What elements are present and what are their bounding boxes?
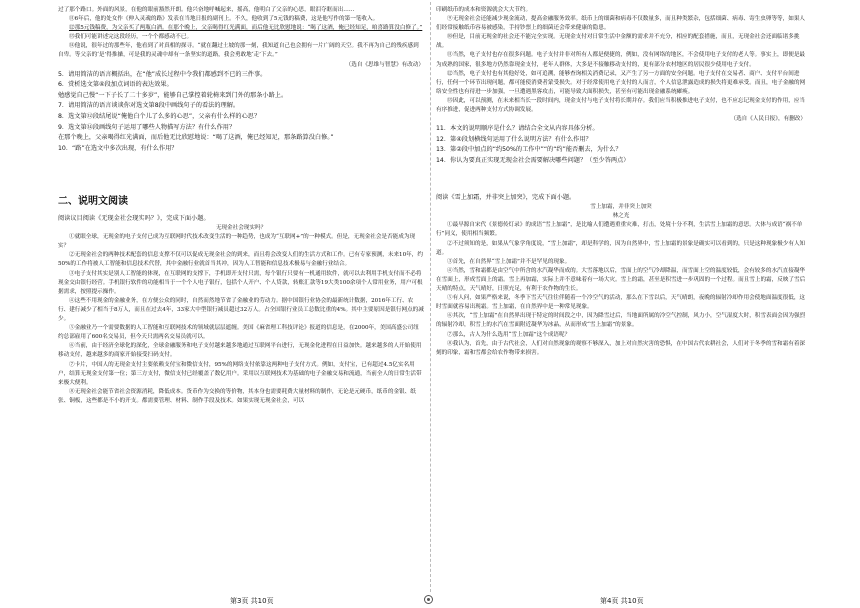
- left-column: [58, 6, 424, 406]
- paragraph: ⑧无现金社会能节省社会资源消耗，降低成本。货币作为交换的等价物，其本身也需要耗费大量材料的制作，无论是元硬币，纸币的金银、纸张、铜板，这些都是不小的开支。都需要管理、材料、制作手段及技术。如果实现无现金社会，可以: [58, 388, 416, 404]
- column-divider: [430, 2, 432, 592]
- binding-circle-icon: [424, 595, 433, 604]
- paragraph: ⑦那么，古人为什么选用“雪上加霜”这个成语呢？: [447, 331, 571, 338]
- question: 7．请用简洁的语言谈谈你对选文第8段中画线句子的看法的理解。: [58, 102, 240, 110]
- paragraph: ⑨无现金社会还能减少现金流动，提高金融服务效率。纸币上的细菌和病毒不仅数量多，而且种类繁杂，包括细菌、病毒、寄生虫卵等等，如果人们经常接触纸币容易被感染，手持钞票上的细菌还会带来健康的隐患。: [436, 16, 806, 32]
- page-number-right: 第4页 共10页: [600, 597, 644, 605]
- source-note: （选自《人民日报》，有删改）: [730, 116, 806, 123]
- paragraph: ⑤金融业乃一个需要数据的人工智能和互联网技术的领域就层层遮缠。美国《麻省理工科技评论》报道的信息是，在2000年，美国高盛公司纽约总部雇用了600名交易员，但今天只需两名交易员就可以。: [58, 325, 419, 341]
- question: 13．第②段中加点的“约50%的工作中”“的“约”能否删去，为什么？: [436, 146, 622, 154]
- paragraph: ⑪6年后，他的处女作《伸入灵魂的路》发表在当地日报的副刊上。不久，他收到了5元钱的稿费，这是他写作的第一笔收入。: [69, 16, 379, 23]
- paragraph: ⑩但是，目前无现金的社会还不能完全实现。无现金支付对日常生活中金额的需求并不充分，相应的配套措施，而且，无现金社会还面临诸多挑战。: [436, 34, 800, 50]
- question: 勉感觉自己慢“一下子长了二十多岁”，能够自己掌控着轮椅来到门外的那条小路上。: [58, 91, 288, 99]
- paragraph: ⑫当然，电子支付也有其他好处，如可追溯，能够查询相关消费记录，又产生了另一方面的安全问题。电子支付在交易者、商户、支付平台间进行，任何一个环节出现问题，都可能使消费者蒙受损失。对于经常使用电子支付的人而言，个人信息泄露造成的损失将更难承受。而且，电子金融的网络安全性也有待进一步加强，一旦遭遇黑客攻击，可能导致大面积损失，甚至有可能出现金融系统瘫痪。: [436, 70, 806, 95]
- paragraph: ①就眼全球，无现金的电子支付已成为互联网时代技术改变生活的一种趋势，也成为“互联网+”的一种模式。但是，无现金社会是否能成为现实？: [58, 234, 416, 250]
- question: 6．赏析选文第④段加点词语的表达效果。: [58, 81, 173, 89]
- paragraph: ⑪当然，电子支付也存在很多问题。电子支付并非对所有人都是便捷的，例如，没有网络的地区，不会使用电子支付的老人等。事实上，即便是最为成熟的国家，很多地方仍然靠现金支付，老年人群体，大多是不接触移动支付的，更有部分农村地区的居民很少使用电子支付。: [436, 52, 806, 68]
- question: 10．“路”在选文中多次出现，有什么作用？: [58, 144, 178, 152]
- paragraph: ②不过须知的是，如果从气象学角度说，“雪上加霜”，却是科学的，因为自然界中，雪上加霜的景象是确实可以看到的，只是这种现象极少有人知道。: [436, 240, 806, 256]
- question: 8．选文第⑫段结尾说“俺他白个儿了么多的心思”，父亲有什么样的心思？: [58, 113, 261, 121]
- paragraph: 过了那个路口。外面的风景，在他的眼前豁然开朗。他兴奋地呼喊起来，摇高，他明白了父亲的心思，眼泪夺眶而出……: [58, 7, 355, 13]
- article-author: 林之光: [612, 213, 630, 220]
- question: 14．你认为要真正实现无现金社会需要解决哪些问题？（至少答两点）: [436, 157, 630, 164]
- paragraph: ⑦卡片，中国人的无现金支付主要依赖支付宝和微信支付，95%的网络支付依靠这两种电子支付方式。例如，支付宝，已有超过4.5亿实名用户，结算无现金支付第一位；第三方支付，微信支付已经覆盖了数亿用户。采用以互联网技术为基础的电子金融交易和流通，当前全人的日常生活带来极大便利。: [58, 361, 422, 386]
- paragraph: ⑭他说，很年过的那些年，他看到了对真相的探寻。“就在翻过土坡的那一刻，我知道自己也会拥有一片广阔的天空。我不再为自己的残疾感到自卑。等父亲的‘是’得推搡，可是我的灵魂中却有一条坚实的道路，我会勇敢地‘走’下去。”: [58, 43, 419, 59]
- paragraph: ⑧我认为，首先，由于古代社会，人们对自然现象的观察不够深入，加上对自然灾害的恐惧，在中国古代农耕社会，人们对于冬季的雪和霜有着深刻的印象，霜和雪都会给农作物带来损害。: [436, 340, 806, 356]
- paragraph: ⑬我们可能讲述完这段经历，一个个都感动不已。: [69, 34, 193, 41]
- question: 9．选文第⑭段画线句子运用了哪些人物描写方法？有什么作用？: [58, 123, 236, 131]
- article-title: 无现金社会现实吗？: [215, 225, 267, 232]
- paragraph: ③首先，在自然界“雪上加霜”并不是罕见的现象。: [447, 258, 571, 265]
- paragraph: ④这些不用现金的金融业务，在方便公众的同时，自然而然地节省了金融业的劳动力。据中国银行业协会的最新统计数据，2016年工行、农行、建行减少了相当于8万人，而且在过去4年，33家大中型银行减员超过32万人。占全国银行业员工总数比重的4%。其中主要原因是银行网点的减少。: [58, 297, 424, 323]
- reading-intro: 阅读《雪上加霜，并非突上加突》，完成下面小题。: [436, 193, 576, 201]
- reading-intro: 阅读议目阅读《无现金社会现实吗？》，完成下面小题。: [58, 214, 210, 222]
- paragraph: ⑤有人问，如果严格来说，冬季下雪天气往往伴随着一个冷空气的活动，那么在下雪以后，天气晴朗，夜晚的辐射冷却作用会使地面温度很低，这时雪面就容易出现霜。雪上加霜，在自然界中是一种常见现象。: [436, 295, 806, 311]
- page-number-left: 第3页 共10页: [230, 597, 274, 605]
- right-column: [436, 6, 806, 358]
- question: 12．第④段划横线句运用了什么说明方法？有什么作用？: [436, 135, 592, 143]
- answer-space: [436, 167, 806, 193]
- question: 5．请用简洁的语言概括出，在“他”成长过程中令我们都感到不已的三件事。: [58, 70, 267, 78]
- question: 11．本文的说明顺序是什么？请结合全文从内容具体分析。: [436, 125, 599, 133]
- answer-space: [58, 154, 424, 184]
- paragraph: ⑬因此，可以预测，在未来相当长一段时间内，现金支付与电子支付将长期并存。我们应当积极推进电子支付，也不应忘记现金支付的作用，应当有序推进，促进两种支付方式协调发展。: [436, 97, 806, 114]
- paragraph: ②无现金社会的两种技术配套的信息支撑不仅可以促成无现金社会的到来，而且将会改变人们的生活方式和工作。已有专家预测，未来10年，约50%的工作将被人工智能和信息技术代替，其中金融行业就首当其冲，因为人工智能和信息技术极易与金融行业结合。: [58, 252, 423, 268]
- paragraph: 印刷纸币的成本和资源就会大大节约。: [436, 7, 532, 13]
- paragraph: ③电子支付其实是别人工智能的体现，在互联网的支撑下，手机即开支付只需，每个银行只要有一机通用软件，就可以去利用手机支付而不必将现金交由银行经营。手机银行软件的功能相当于一个个人电子银行，包括个人开户、个人贷款，转账汇款等19大类100余项个人常用业务，用户可根据需求，按照提示操作。: [58, 270, 423, 295]
- paragraph: ④当然，雪和霜都是由空气中所含的水汽凝华而成的。大雪落地以后，雪面上的空气冷却降温，而雪面上空的温度较低，会有较多的水汽直接凝华在雪面上，形成雪面上的霜。雪上再加霜，实际上并不意味着有一场大灾。雪上的霜，甚至是积雪进一步巩固的一个过程。而且雪上的霜，反映了雪后天晴的特点，天气晴好，日照充足，有利于农作物的生长。: [436, 267, 806, 293]
- article-title: 雪上加霜，并非突上加突: [590, 204, 652, 211]
- question: 在那个晚上，父亲喝得红光满面，而后他无比欣慰地说：“喝了这酒，俺已经知足，那条路算没白修。”: [58, 134, 334, 142]
- paragraph: ⑥当前，由于经济全球化的深化，全球金融服务和电子支付越来越多地通过互联网平台进行，无现金化进程在日益加快。越来越多的人开始使用移动支付，越来越多的商家开始接受扫码支付。: [58, 343, 422, 359]
- source-note: （选自《思维与智慧》有改动）: [345, 61, 424, 68]
- paragraph: ①最早源自宋代《景德传灯录》的成语“雪上加霜”，是比喻人们遭遇重重灾难，打击，处境十分不利，生活雪上加霜的意思。大体与成语“祸不单行”同义，使用相当频繁。: [436, 222, 803, 238]
- section-title: 二、说明文阅读: [58, 196, 128, 208]
- paragraph: ⑥其次，“雪上加霜”在自然界出现于特定的时间段之中，因为降雪过后，当地面所属的冷空气控制，风力小，空气湿度大时，积雪表面会因为强烈的辐射冷却，积雪上的水汽在雪面附近凝华为冰晶，从而形成“雪上加霜”的景象。: [436, 313, 806, 329]
- paragraph: ⑫那5元钱稿费，为父亲买了两瓶白酒。在那个晚上，父亲喝得红光满面，而后他无比欣慰地说：“喝了这酒，俺已经知足，咱喜路算没白修了。”: [69, 25, 423, 32]
